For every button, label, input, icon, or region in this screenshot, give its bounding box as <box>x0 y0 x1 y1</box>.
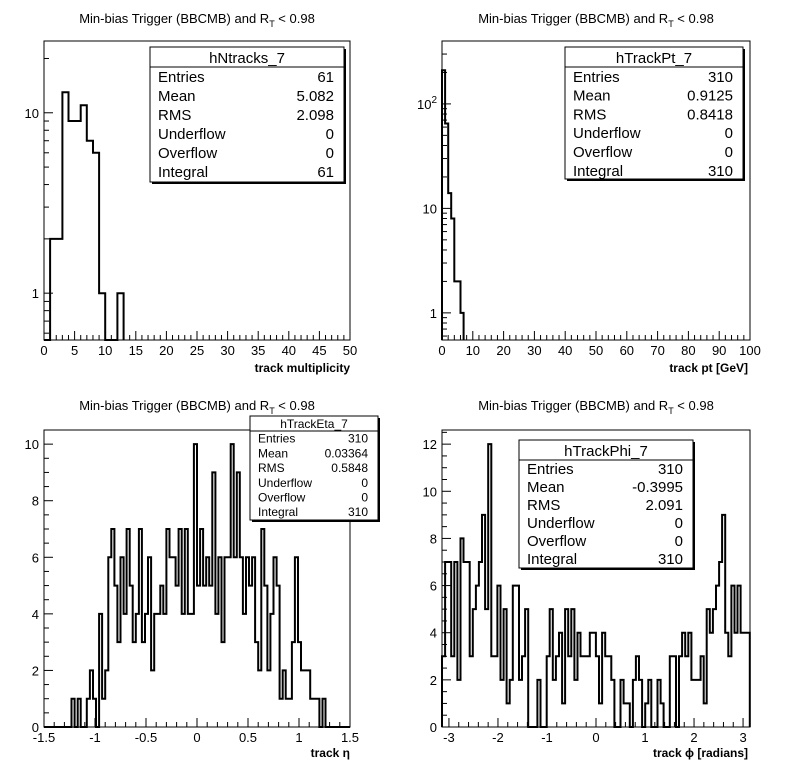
x-tick-label: 50 <box>342 343 358 358</box>
x-tick-label: -3 <box>443 730 455 745</box>
x-tick-label: 0 <box>40 343 48 358</box>
x-tick-label: 80 <box>681 343 696 358</box>
x-tick-label: 1 <box>641 730 649 745</box>
x-axis-label: track ϕ [radians] <box>652 746 748 760</box>
stats-label: RMS <box>158 107 192 124</box>
x-tick-label: 2 <box>690 730 698 745</box>
chart-panel <box>25 11 358 375</box>
stats-box-shadow <box>693 442 695 570</box>
stats-box-shadow <box>743 49 745 181</box>
x-tick-label: 35 <box>250 343 266 358</box>
x-tick-label: 70 <box>650 343 665 358</box>
chart-panel <box>417 11 761 375</box>
stats-box-title: hTrackPt_7 <box>615 50 693 67</box>
y-tick-label: 6 <box>429 578 437 594</box>
stats-label: Entries <box>258 431 296 446</box>
stats-label: Overflow <box>258 490 306 505</box>
stats-value: 310 <box>657 461 683 478</box>
y-tick-label: 8 <box>429 531 437 547</box>
stats-value: 310 <box>657 551 683 568</box>
stats-label: Mean <box>258 446 289 461</box>
stats-value: 0 <box>724 144 733 161</box>
stats-box <box>250 416 380 522</box>
stats-label: Overflow <box>527 533 587 550</box>
stats-value: 61 <box>317 69 334 86</box>
stats-label: Integral <box>258 505 299 520</box>
chart-panel <box>423 398 750 760</box>
x-tick-label: 90 <box>711 343 727 358</box>
x-tick-label: 50 <box>588 343 604 358</box>
stats-label: Entries <box>158 69 205 86</box>
x-tick-label: 0 <box>438 343 446 358</box>
y-tick-label: 4 <box>31 606 39 622</box>
stats-box-shadow <box>521 568 695 570</box>
stats-box-shadow <box>152 182 346 184</box>
stats-value: 0 <box>724 125 733 143</box>
stats-value: 5.082 <box>296 88 334 105</box>
x-tick-label: 10 <box>465 343 481 358</box>
stats-label: Integral <box>527 551 578 568</box>
y-tick-label: 10 <box>24 105 39 121</box>
x-tick-label: 1.5 <box>340 730 360 745</box>
stats-label: Underflow <box>158 126 226 143</box>
y-tick-label: 10 <box>24 437 39 453</box>
stats-value: 0 <box>325 126 334 143</box>
stats-value: -0.3995 <box>632 479 683 496</box>
stats-label: Mean <box>573 87 611 105</box>
y-tick-label: 1 <box>429 305 437 321</box>
stats-label: RMS <box>527 497 561 514</box>
stats-value: 0 <box>361 490 368 505</box>
stats-box-shadow <box>344 49 346 184</box>
y-tick-label: 2 <box>31 663 39 679</box>
x-tick-label: 20 <box>159 343 174 358</box>
chart-title: Min-bias Trigger (BBCMB) and $R_T < 0.98$ <box>79 398 315 416</box>
stats-label: Underflow <box>573 125 641 143</box>
x-tick-label: 15 <box>128 343 144 358</box>
chart-title: Min-bias Trigger (BBCMB) and $R_T < 0.98$ <box>79 11 315 29</box>
x-tick-label: -1.5 <box>32 730 56 745</box>
stats-label: Entries <box>573 68 620 86</box>
stats-box <box>565 47 745 181</box>
chart-panel <box>25 398 380 760</box>
y-tick-label: 1 <box>31 286 39 302</box>
stats-box-title: hTrackEta_7 <box>280 417 348 431</box>
y-tick-label: 8 <box>31 493 39 509</box>
stats-label: Mean <box>527 479 565 496</box>
x-tick-label: 30 <box>220 343 235 358</box>
stats-label: Underflow <box>258 475 313 490</box>
stats-value: 2.098 <box>296 107 334 124</box>
y-tick-label: 12 <box>422 437 437 453</box>
stats-label: Integral <box>158 164 209 181</box>
x-tick-label: -2 <box>492 730 504 745</box>
stats-box <box>150 47 346 184</box>
x-tick-label: 3 <box>739 730 747 745</box>
chart-title: Min-bias Trigger (BBCMB) and $R_T < 0.98$ <box>478 11 714 29</box>
x-tick-label: 30 <box>527 343 542 358</box>
x-axis-label: track η <box>310 746 350 760</box>
stats-box-shadow <box>378 418 380 522</box>
stats-value: 0.9125 <box>687 87 733 105</box>
histogram-line <box>44 92 124 340</box>
y-tick-label: 10 <box>422 201 437 217</box>
stats-value: 0.03364 <box>324 446 368 461</box>
stats-box-title: hNtracks_7 <box>209 50 285 67</box>
stats-value: 310 <box>707 162 733 180</box>
stats-value: 0.8418 <box>687 106 733 124</box>
y-tick-label: 0 <box>31 720 39 735</box>
x-tick-label: 60 <box>619 343 635 358</box>
x-axis-label: track multiplicity <box>254 361 350 375</box>
x-tick-label: 5 <box>70 343 79 358</box>
x-tick-label: 40 <box>281 343 297 358</box>
stats-label: Underflow <box>527 515 595 532</box>
stats-value: 0 <box>674 515 683 532</box>
x-tick-label: -1 <box>541 730 553 745</box>
x-axis-label: track pt [GeV] <box>669 361 748 375</box>
x-tick-label: 1 <box>295 730 303 745</box>
x-tick-label: 45 <box>312 343 327 358</box>
stats-label: RMS <box>258 461 285 476</box>
stats-label: Overflow <box>573 144 633 161</box>
stats-value: 0 <box>674 533 683 550</box>
stats-label: Mean <box>158 88 196 105</box>
stats-value: 0 <box>325 145 334 162</box>
stats-value: 0.5848 <box>331 461 368 476</box>
stats-value: 310 <box>347 431 368 446</box>
x-tick-label: 25 <box>189 343 205 358</box>
x-tick-label: -0.5 <box>134 730 158 745</box>
stats-value: 2.091 <box>645 497 683 514</box>
y-tick-label: $10^2$ <box>416 94 437 112</box>
stats-value: 310 <box>707 68 733 86</box>
stats-label: Integral <box>573 162 624 180</box>
stats-label: RMS <box>573 106 607 124</box>
y-tick-label: 4 <box>429 625 437 641</box>
x-tick-label: 40 <box>557 343 573 358</box>
stats-value: 61 <box>317 164 334 181</box>
x-tick-label: 10 <box>97 343 113 358</box>
y-tick-label: 0 <box>429 720 437 735</box>
stats-box <box>519 440 695 570</box>
y-tick-label: 2 <box>429 672 437 688</box>
stats-value: 310 <box>347 505 368 520</box>
histogram-line <box>442 70 464 340</box>
stats-label: Overflow <box>158 145 218 162</box>
y-tick-label: 6 <box>31 550 39 566</box>
x-tick-label: 0 <box>193 730 201 745</box>
x-tick-label: -1 <box>89 730 101 745</box>
chart-title: Min-bias Trigger (BBCMB) and $R_T < 0.98$ <box>478 398 714 416</box>
stats-box-title: hTrackPhi_7 <box>564 443 648 460</box>
stats-label: Entries <box>527 461 574 478</box>
x-tick-label: 0 <box>592 730 600 745</box>
x-tick-label: 100 <box>739 343 761 358</box>
stats-box-shadow <box>252 520 380 522</box>
x-tick-label: 20 <box>496 343 511 358</box>
stats-value: 0 <box>361 475 368 490</box>
y-tick-label: 10 <box>422 484 437 500</box>
x-tick-label: 0.5 <box>238 730 258 745</box>
